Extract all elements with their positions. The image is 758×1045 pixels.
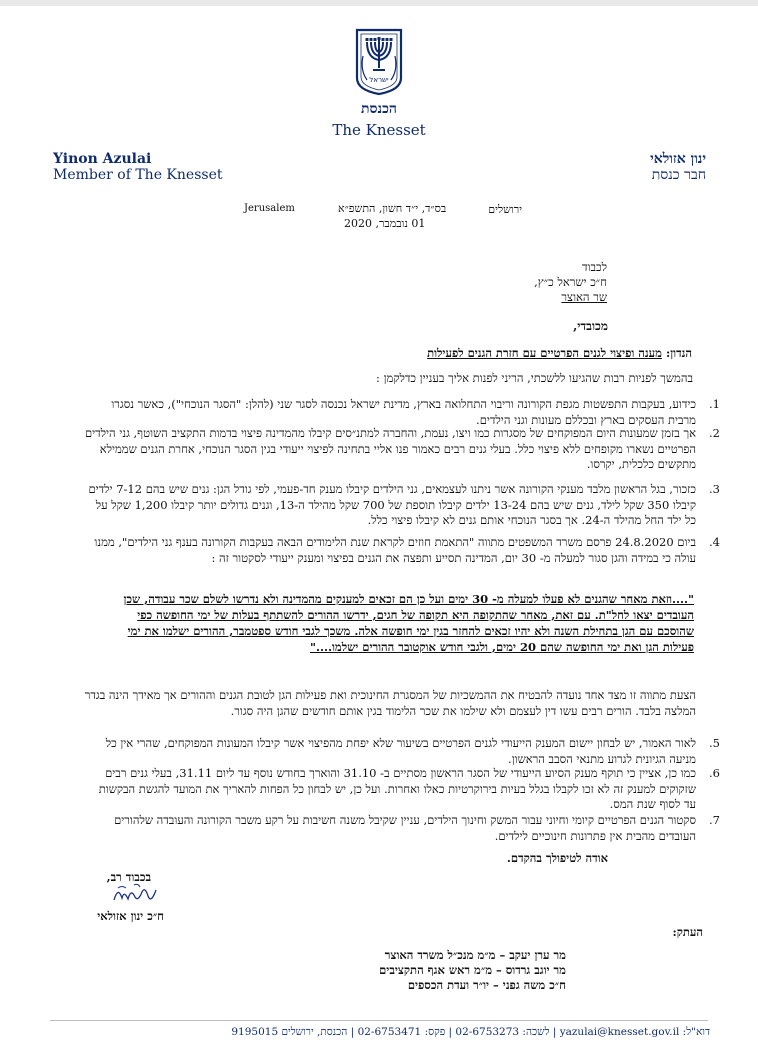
paragraph-text: כמו כן, אציין כי תוקף מענק הסיוע הייעודי של הסגר הראשון מסתיים ב- 31.10 והוארך בחודש נוסף עד ליום 31.11, בעלי גנים רבים שזקוקים למענק זה לא זכו לקבלו בגלל בעיות בירוקרטיות כאלו ואחרות. ועל כן, יש לבחון כל הפחות להאריך את המועד להגשת הבקשות עד לסוף שנת המס.	[98, 766, 696, 811]
paragraph-5	[84, 736, 720, 767]
recipient-role: שר האוצר	[561, 290, 607, 304]
subject-line	[427, 346, 692, 360]
paragraph-7	[84, 813, 720, 844]
member-name-english: Yinon Azulai	[53, 151, 152, 167]
regards-line: בכבוד רב,	[106, 870, 151, 884]
handwritten-signature	[104, 882, 164, 908]
recipient-line: לכבוד	[581, 260, 607, 274]
quoted-outline: "....וזאת מאחר שהגנים לא פעלו למעלה מ- 30 ימים ועל כן הם זכאים למענקים מהמדינה ולא נדרשו לשלם שכר עבודה, שכן העובדים יצאו לחל"ת. עם זאת, מאחר שהתקופה היא תקופה של חגים, ידרשו ההורים להשתתף בעלות של ימי החופשה כפי שהוסכם עם הגן בתחילת השנה ולא יהיו זכאים להחזר בגין ימי חופשה אלה. משכך לגבי חודש ספטמבר, ההורים ישלמו את ימי פעילות הגן ואת ימי החופשה שהם 20 ימים, ולגבי חודש אוקטובר ההורים ישלמו...."	[123, 592, 694, 654]
paragraph-text: לאור האמור, יש לבחון יישום המענק הייעודי לגנים הפרטיים בשיעור שלא יפחת מהפיצוי אשר קיבלו המעונות המפוקחים, שהרי אין כל מניעה הגיונית לגרוע מתנאי הסבב הראשון.	[105, 736, 696, 766]
member-name-hebrew: ינון אזולאי	[650, 151, 706, 167]
intro-text: בהמשך לפניות רבות שהגיעו ללשכתי, הריני לפנות אליך בעניין כדלקמן :	[376, 371, 693, 385]
recipient-address	[534, 260, 607, 305]
emblem-text: ישראל	[369, 76, 389, 84]
cc-recipient: מר ערן יעקב – מ״מ מנכ״ל משרד האוצר	[384, 948, 566, 962]
subject-label: הנדון:	[665, 346, 692, 360]
paragraph-text: ביום 24.8.2020 פרסם משרד המשפטים מתווה "התאמת חוזים לקראת שנת הלימודים הבאה בעקבות הקורונה בענף גני הילדים", ממנו עולה כי במידה והגן סגור למעלה מ- 30 יום, המדינה תסייע ותפצה את הגנים בפיצוי ומענק ייעודי לסקטור זה :	[94, 535, 696, 565]
cc-recipient: מר יוגב גרדוס – מ״מ ראש אגף התקציבים	[379, 963, 566, 977]
paragraph-1	[84, 397, 720, 428]
knesset-title-hebrew: הכנסת	[361, 101, 397, 117]
paragraph-number: 6.	[709, 766, 720, 780]
paragraph-text: סקטור הגנים הפרטיים קיומי וחיוני עבור המשק וחינוך הילדים, עניין שקיבל משנה חשיבות על רקע משבר הקורונה והעובדה שלהורים העובדים מהבית אין פתרונות חינוכיים לילדים.	[114, 813, 696, 843]
paragraph-text: כידוע, בעקבות התפשטות מגפת הקורונה וריבוי התחלואה בארץ, מדינת ישראל נכנסה לסגר שני (להלן: "הסגר הנוכחי"), כאשר נסגרו מרבית העסקים בארץ ובכללם מעונות וגני הילדים.	[111, 397, 696, 427]
closing-line: אודה לטיפולך בהקדם.	[506, 851, 608, 865]
date-gregorian: 01 נובמבר, 2020	[344, 217, 426, 230]
cc-title: העתק:	[672, 925, 703, 939]
paragraph-text: אך בזמן שמעונות היום המפוקחים של מסגרות כמו ויצו, נעמת, והחברה למתנ״סים קיבלו מהמדינה פיצוי בדמות התקציב השוטף, גני הילדים הפרטיים נשארו מקופחים ללא פיצוי כלל. בעלי גנים רבים כאמור פנו אליי בתחינה לפיצוי ייעודי בגין הסגר הנוכחי, אחרת הגנים שממילא מתקשים כלכלית, יקרסו.	[84, 426, 696, 471]
signatory-name: ח״כ ינון אזולאי	[97, 909, 164, 923]
menorah-emblem-icon	[351, 26, 407, 96]
paragraph-3	[84, 482, 720, 529]
recipient-name: ח״כ ישראל כ״ץ,	[534, 275, 607, 289]
member-title-hebrew: חבר כנסת	[651, 167, 706, 183]
paragraph-number: 5.	[709, 736, 720, 750]
paragraph-number: 2.	[709, 426, 720, 440]
paragraph-6	[84, 766, 720, 813]
paragraph-2	[84, 426, 720, 473]
paragraph-number: 3.	[709, 482, 720, 496]
footer-divider	[50, 1020, 708, 1021]
paragraph-number: 7.	[709, 813, 720, 827]
knesset-title-english: The Knesset	[332, 121, 426, 139]
cc-list	[379, 948, 566, 993]
after-quote-paragraph: הצעת מתווה זו מצד אחד נועדה להבטיח את ההמשכיות של המסגרת החינוכית ואת פעילות הגן לטובת הגנים וההורים אך מאידך הינה בגדר המלצה בלבד. הורים רבים עשו דין לעצמם ולא שילמו את שכר הלימוד בגין אותם חודשים שהגן היה סגור.	[84, 688, 696, 718]
date-hebrew: בס״ד, י״ד חשון, התשפ״א	[338, 202, 447, 215]
subject-text: מענה ופיצוי לגנים הפרטיים עם חזרת הגנים לפעילות	[427, 346, 662, 360]
paragraph-number: 1.	[709, 397, 720, 411]
paragraph-number: 4.	[709, 535, 720, 549]
footer-contact: דוא"ל: yazulai@knesset.gov.il | לשכה: 02-6753273 | פקס: 02-6753471 | הכנסת, ירושלים 9195015	[231, 1026, 710, 1038]
greeting: מכובדי,	[573, 319, 608, 333]
location-hebrew: ירושלים	[488, 203, 522, 216]
member-title-english: Member of The Knesset	[53, 167, 223, 183]
cc-recipient: ח״כ משה גפני – יו״ר ועדת הכספים	[407, 978, 566, 992]
location-english: Jerusalem	[244, 203, 295, 214]
paragraph-text: כזכור, בגל הראשון מלבד מענקי הקורונה אשר ניתנו לעצמאים, גני הילדים קיבלו מענק חד-פעמי, לפי גודל הגן: גנים שיש בהם 7-12 ילדים קיבלו 350 שקל לילד, גנים שיש בהם 13-24 ילדים קיבלו תוספת של 700 שקל מהילד ה-13, וגנים גדולים יותר קיבלו 1,200 שקל על כל ילד החל מהילד ה-24. אך בסגר הנוכחי אותם גנים לא קיבלו פיצוי כלל.	[88, 482, 696, 527]
paragraph-4	[84, 535, 720, 566]
top-bar	[0, 0, 758, 6]
